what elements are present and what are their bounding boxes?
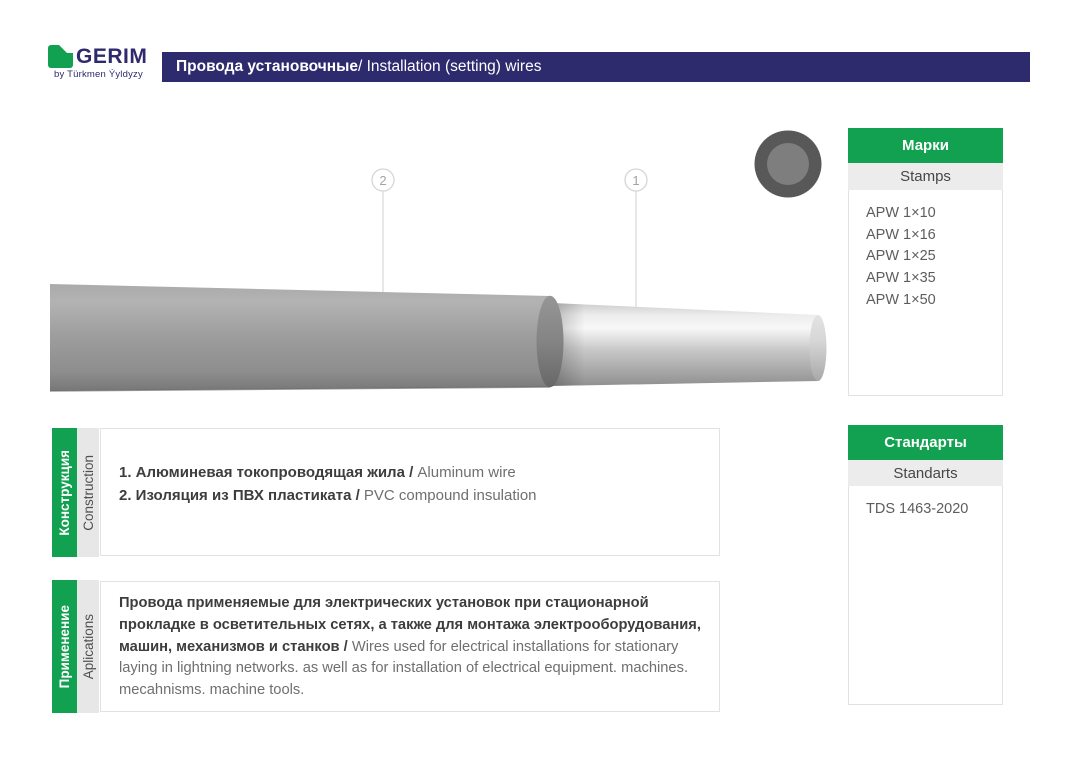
- callout-1: [625, 169, 647, 191]
- conductor-end-cap: [810, 315, 827, 381]
- page-title-ru: Провода установочные: [176, 58, 358, 75]
- construction-tab-en: Construction: [77, 428, 99, 557]
- standards-panel: [848, 425, 1003, 705]
- stamps-header-ru: Марки: [848, 128, 1003, 163]
- standards-header-en: Standarts: [848, 460, 1003, 486]
- cross-section-conductor: [767, 143, 809, 185]
- construction-item-1: 1. Алюминевая токопроводящая жила / Aluminum wire: [119, 464, 516, 481]
- stamps-item: APW 1×10: [866, 205, 936, 221]
- page-title-en: / Installation (setting) wires: [357, 58, 542, 75]
- stamps-item: APW 1×25: [866, 248, 936, 265]
- construction-tab-ru: Конструкция: [52, 428, 77, 557]
- brand-tagline: by Türkmen Ýyldyzy: [54, 69, 143, 80]
- aluminum-conductor: [552, 303, 818, 386]
- standards-header-ru: Стандарты: [848, 425, 1003, 460]
- pvc-insulation: [50, 284, 550, 391]
- construction-item-2: 2. Изоляция из ПВХ пластиката / PVC compound insulation: [119, 486, 537, 504]
- brand-logo: [48, 45, 158, 80]
- stamps-header-en: Stamps: [848, 163, 1003, 190]
- application-content: [100, 581, 720, 712]
- standards-item: TDS 1463-2020: [866, 501, 969, 517]
- stamps-item: APW 1×35: [866, 270, 936, 287]
- page-title: [162, 52, 1030, 82]
- callout-1-number: 1: [632, 173, 640, 188]
- application-text: Провода применяемые для электрических установок при стационарной прокладке в осветительных сетях, а также для монтажа электрооборудования, машин, механизмов и станков / Wires used for electrical installations for stationary laying in lightning networks. as well as for installation of electrical equipment. machines. mecahnisms. machine tools.: [119, 595, 701, 699]
- gerim-logo-icon: [48, 45, 73, 68]
- insulation-end-cap: [537, 296, 564, 388]
- brand-name: GERIM: [76, 45, 148, 68]
- stamps-item: APW 1×50: [866, 291, 936, 308]
- stamps-list: [848, 190, 1003, 396]
- callout-2-number: 2: [379, 173, 387, 188]
- construction-content: [100, 428, 720, 556]
- stamps-item: APW 1×16: [866, 226, 936, 243]
- application-tab-en: Aplications: [77, 580, 99, 713]
- application-tab-ru: Применение: [52, 580, 77, 713]
- wire-illustration: [40, 110, 830, 402]
- stamps-panel: [848, 128, 1003, 396]
- standards-list: [848, 486, 1003, 705]
- callout-2: [372, 169, 394, 191]
